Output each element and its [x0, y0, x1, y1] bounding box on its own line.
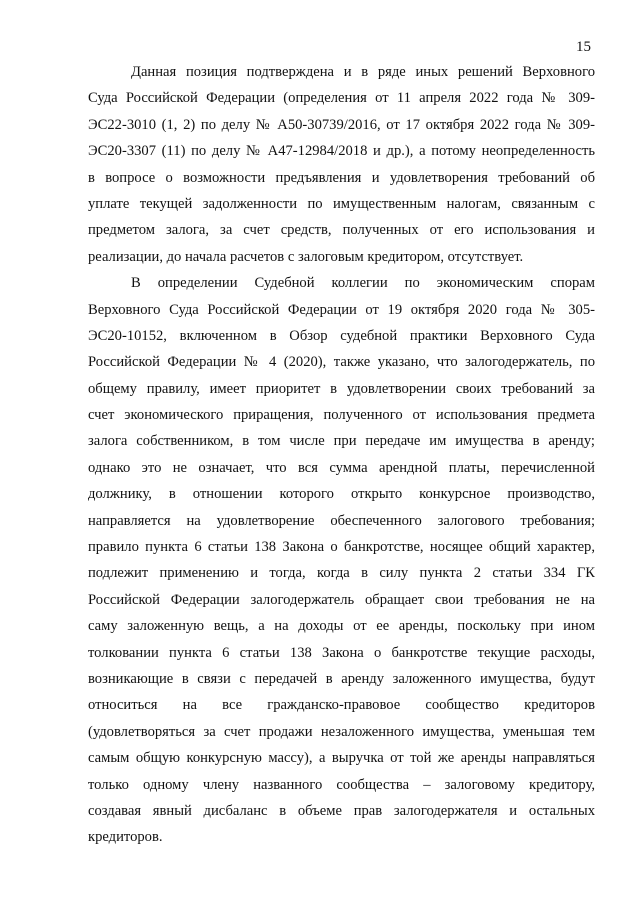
text-line: ЭС22-3010 (1, 2) по делу № А50-30739/2016, от 17 октября 2022 года № 309- [88, 116, 595, 133]
text-line: направляется на удовлетворение обеспеченного залогового требования; [88, 512, 595, 529]
text-line: Верховного Суда Российской Федерации от 19 октября 2020 года № 305- [88, 301, 595, 318]
body-text [88, 59, 595, 851]
text-line: саму заложенную вещь, а на доходы от ее аренды, поскольку при ином [88, 618, 595, 635]
text-line: должнику, в отношении которого открыто конкурсное производство, [88, 486, 595, 503]
text-line: Суда Российской Федерации (определения от 11 апреля 2022 года № 309- [88, 90, 595, 107]
text-line: В определении Судебной коллегии по экономическим спорам [131, 275, 595, 292]
text-line: ЭС20-3307 (11) по делу № А47-12984/2018 и др.), а потому неопределенность [88, 143, 595, 160]
text-line: создавая явный дисбаланс в объеме прав залогодержателя и остальных [88, 802, 595, 819]
text-line: самым общую конкурсную массу), а выручка от той же аренды направляться [88, 750, 595, 767]
text-line: предметом залога, за счет средств, полученных от его использования и [88, 222, 595, 239]
text-line: счет экономического приращения, полученного от использования предмета [88, 407, 595, 424]
text-line: в вопросе о возможности предъявления и удовлетворения требований об [88, 169, 595, 186]
text-line: уплате текущей задолженности по имущественным налогам, связанным с [88, 195, 595, 212]
text-line: Данная позиция подтверждена и в ряде иных решений Верховного [131, 64, 595, 80]
text-line: относиться на все гражданско-правовое сообщество кредиторов [88, 697, 595, 714]
text-line: ЭС20-10152, включенном в Обзор судебной практики Верховного Суда [88, 327, 595, 344]
text-line: возникающие в связи с передачей в аренду заложенного имущества, будут [88, 670, 595, 687]
text-line: общему правилу, имеет приоритет в удовлетворении своих требований за [88, 380, 595, 397]
text-line: подлежит применению и тогда, когда в силу пункта 2 статьи 334 ГК [88, 565, 595, 582]
text-line: только одному члену названного сообщества – залоговому кредитору, [88, 776, 595, 793]
text-line: Российской Федерации № 4 (2020), также указано, что залогодержатель, по [88, 354, 595, 371]
text-line: толковании пункта 6 статьи 138 Закона о банкротстве текущие расходы, [88, 644, 595, 661]
text-line: кредиторов. [88, 829, 163, 846]
text-line: однако это не означает, что вся сумма арендной платы, перечисленной [88, 459, 595, 476]
text-line: правило пункта 6 статьи 138 Закона о банкротстве, носящее общий характер, [88, 539, 595, 556]
text-line: залога собственником, в том числе при передаче им имущества в аренду; [88, 433, 595, 450]
text-line: реализации, до начала расчетов с залоговым кредитором, отсутствует. [88, 248, 524, 265]
paragraph-2 [88, 270, 595, 851]
paragraph-1 [88, 59, 595, 270]
text-line: Российской Федерации залогодержатель обращает свои требования не на [88, 591, 595, 608]
text-line: (удовлетворяться за счет продажи незаложенного имущества, уменьшая тем [88, 723, 595, 740]
page-number: 15 [576, 39, 591, 55]
